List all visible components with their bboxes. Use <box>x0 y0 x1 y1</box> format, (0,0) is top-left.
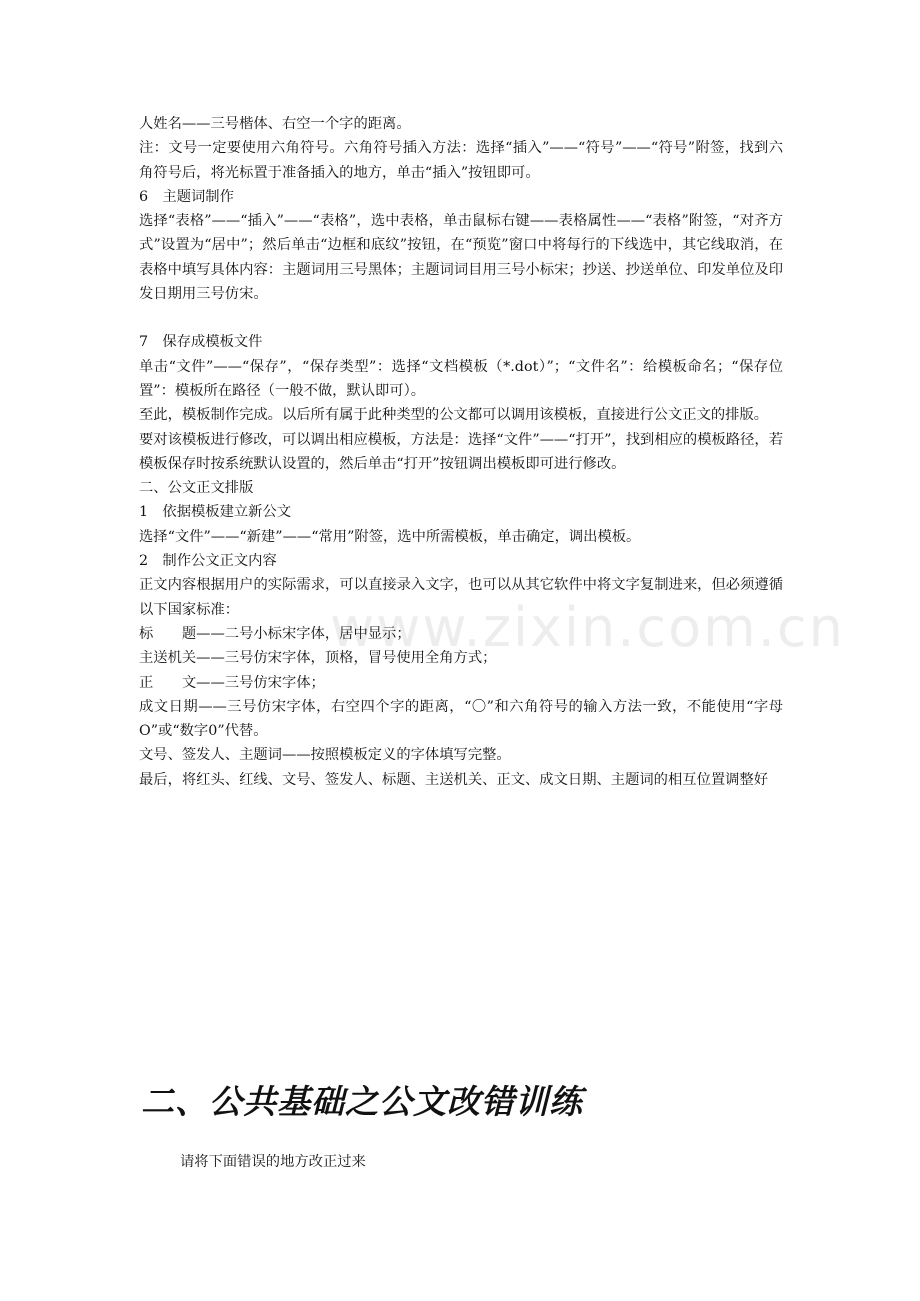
paragraph: 人姓名——三号楷体、右空一个字的距离。 <box>139 116 411 132</box>
paragraph-heading: 1 依据模板建立新公文 <box>139 504 292 521</box>
standard-recipient-line: 主送机关——三号仿宋字体，顶格，冒号使用全角方式； <box>139 650 497 667</box>
paragraph-heading: 二、公文正文排版 <box>139 480 254 497</box>
standard-header-fields-line: 文号、签发人、主题词——按照模板定义的字体填写完整。 <box>139 747 511 764</box>
paragraph: 选择“表格”——“插入”——“表格”，选中表格，单击鼠标右键——表格属性——“表格”附签，“对齐方式”设置为“居中”；然后单击“边框和底纹”按钮，在“预览”窗口中将每行的下线选中，其它线取消，在表格中填写具体内容：主题词用三号黑体；主题词词目用三号小标宋；抄送、抄送单位、印发单位及印发日期用三号仿宋。 <box>139 213 783 303</box>
paragraph: 单击“文件”——“保存”，“保存类型”：选择“文档模板（*.dot）”；“文件名”：给模板命名；“保存位置”：模板所在路径（一般不做，默认即可）。 <box>139 358 783 399</box>
instruction-text: 请将下面错误的地方改正过来 <box>180 1154 366 1170</box>
paragraph: 选择“文件”——“新建”——“常用”附签，选中所需模板，单击确定，调出模板。 <box>139 528 641 545</box>
paragraph: 正文内容根据用户的实际需求，可以直接录入文字，也可以从其它软件中将文字复制进来，但必须遵循以下国家标准： <box>139 577 783 618</box>
standard-title-line: 标 题——二号小标宋字体，居中显示； <box>139 625 411 642</box>
section-title: 二、公共基础之公文改错训练 <box>141 1082 583 1121</box>
blank-line <box>139 306 783 330</box>
paragraph: 至此，模板制作完成。以后所有属于此种类型的公文都可以调用该模板，直接进行公文正文的排版。 <box>139 407 769 424</box>
document-body <box>139 112 783 792</box>
paragraph-heading: 6 主题词制作 <box>139 188 234 205</box>
paragraph: 要对该模板进行修改，可以调出相应模板，方法是：选择“文件”——“打开”，找到相应的模板路径，若模板保存时按系统默认设置的，然后单击“打开”按钮调出模板即可进行修改。 <box>139 431 783 472</box>
paragraph-heading: 7 保存成模板文件 <box>139 334 263 351</box>
standard-body-line: 正 文——三号仿宋字体； <box>139 674 325 691</box>
paragraph-heading: 2 制作公文正文内容 <box>139 553 277 570</box>
standard-date-line: 成文日期——三号仿宋字体，右空四个字的距离，“〇”和六角符号的输入方法一致，不能使用“字母O”或“数字0”代替。 <box>139 698 783 740</box>
watermark: www.zixin.com.cn <box>330 596 845 659</box>
paragraph: 最后，将红头、红线、文号、签发人、标题、主送机关、正文、成文日期、主题词的相互位置调整好 <box>139 771 769 788</box>
paragraph: 注：文号一定要使用六角符号。六角符号插入方法：选择“插入”——“符号”——“符号”附签，找到六角符号后，将光标置于准备插入的地方，单击“插入”按钮即可。 <box>139 140 783 181</box>
